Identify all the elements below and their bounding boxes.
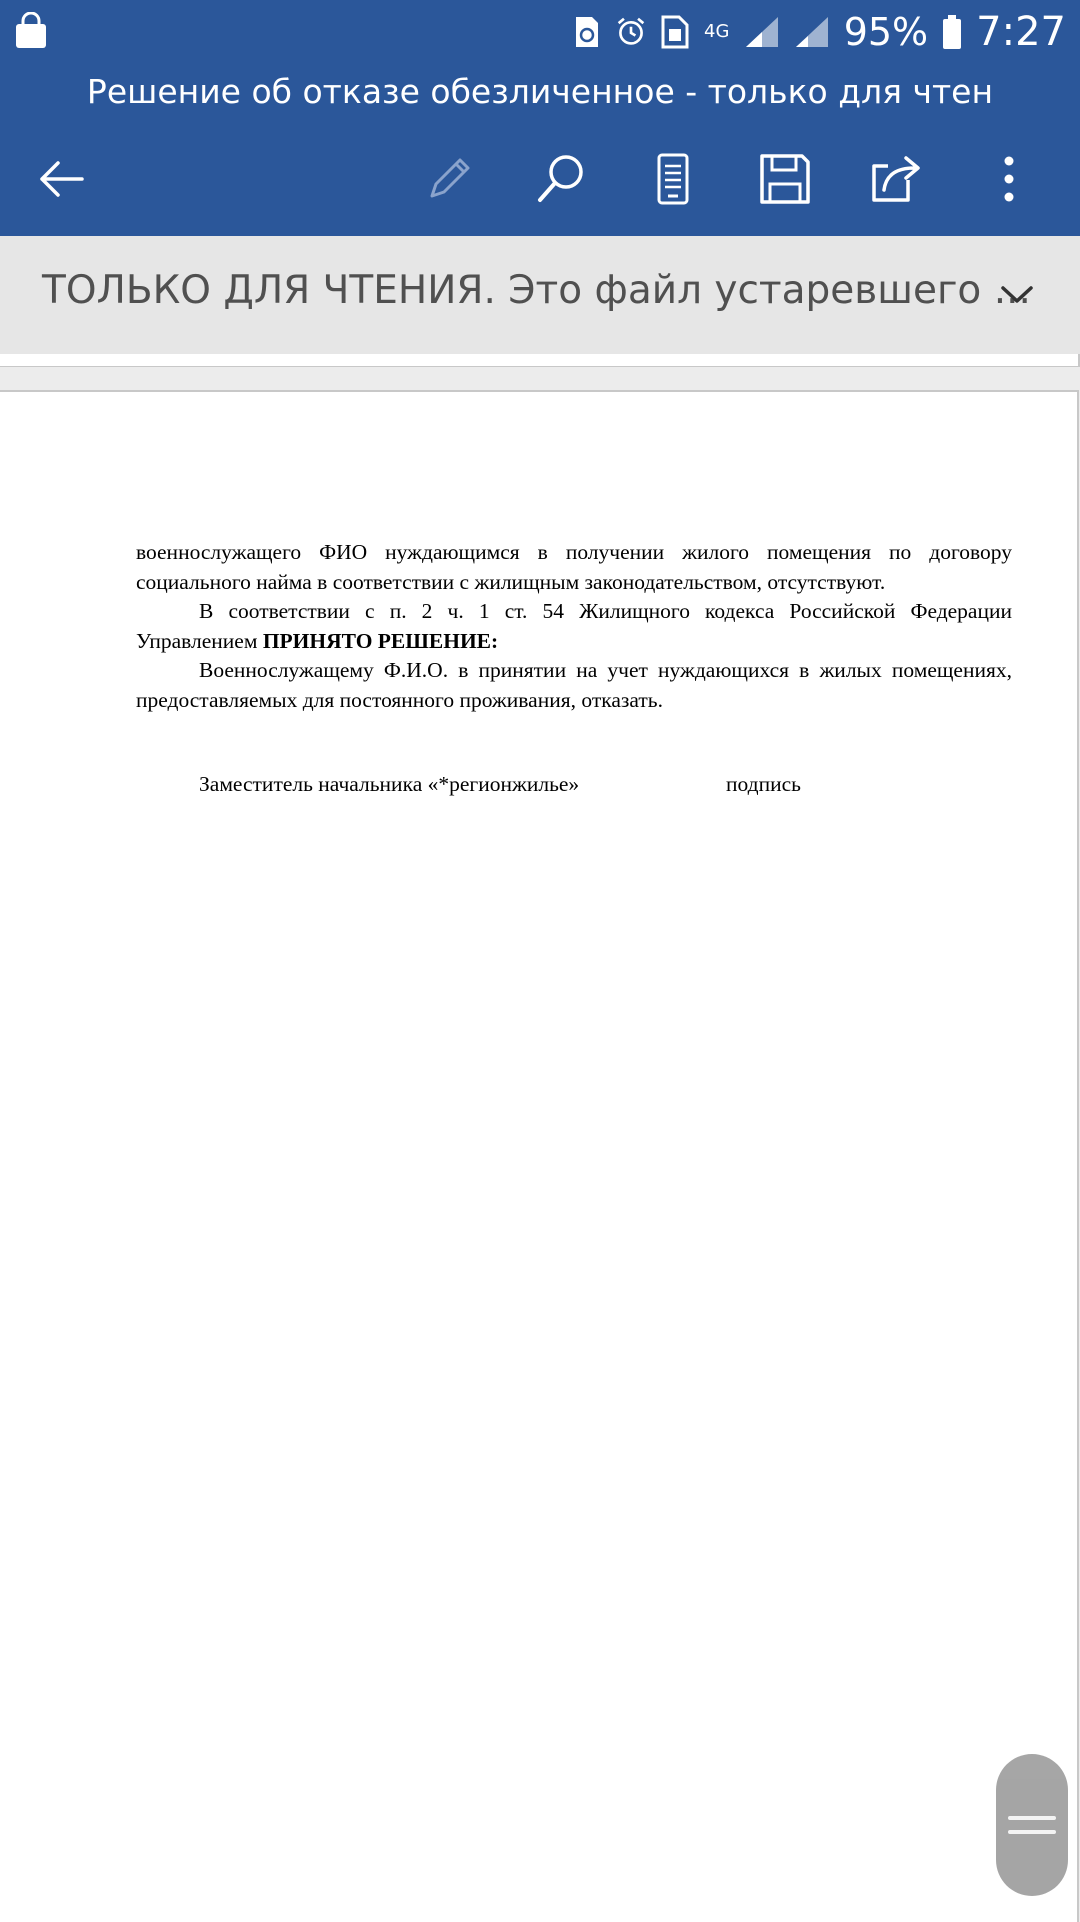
save-button[interactable]: [750, 144, 820, 214]
battery-percent: 95%: [843, 10, 929, 54]
more-icon: [980, 150, 1038, 208]
document-page: [0, 390, 1079, 1922]
chevron-down-icon: [1000, 285, 1034, 305]
search-icon: [532, 150, 590, 208]
document-title-bar: [0, 64, 1080, 120]
status-bar: [0, 0, 1080, 64]
paragraph: [136, 597, 1012, 656]
signature-block: [199, 772, 801, 797]
save-icon: [756, 150, 814, 208]
read-only-message: ТОЛЬКО ДЛЯ ЧТЕНИЯ. Это файл устаревшего ...: [42, 268, 1031, 313]
network-4g-icon: [704, 23, 730, 41]
document-body: [136, 538, 1012, 715]
reading-mode-button[interactable]: [638, 144, 708, 214]
back-icon: [32, 150, 90, 208]
sim-card-icon: [660, 15, 690, 49]
more-options-button[interactable]: [974, 144, 1044, 214]
grip-line: [1008, 1816, 1056, 1820]
read-only-banner[interactable]: [0, 236, 1080, 356]
expand-banner-button[interactable]: [992, 270, 1042, 320]
scroll-handle[interactable]: [996, 1754, 1068, 1896]
edit-icon: [420, 150, 478, 208]
share-button[interactable]: [862, 144, 932, 214]
decision-heading: ПРИНЯТО РЕШЕНИЕ:: [262, 628, 499, 653]
battery-icon: [942, 15, 962, 49]
toolbar: [0, 120, 1080, 236]
previous-page-edge: [0, 354, 1080, 367]
signature-label: подпись: [726, 772, 801, 796]
signal-icon: [794, 15, 830, 49]
document-title: Решение об отказе обезличенное - только для чтен: [86, 72, 994, 111]
sim-recycle-icon: [572, 15, 602, 49]
share-icon: [868, 150, 926, 208]
signature-title: Заместитель начальника «*регионжилье»: [199, 772, 580, 796]
alarm-icon: [616, 15, 646, 49]
grip-line: [1008, 1830, 1056, 1834]
paragraph: Военнослужащему Ф.И.О. в принятии на учет нуждающихся в жилых помещениях, предоставляемых для постоянного проживания, отказать.: [136, 658, 1012, 712]
paragraph: военнослужащего ФИО нуждающимся в получении жилого помещения по договору социального найма в соответствии с жилищным законодательством, отсутствуют.: [136, 540, 1012, 594]
clock: 7:27: [976, 9, 1066, 55]
shopping-bag-icon: [14, 12, 48, 50]
reading-mode-icon: [644, 150, 702, 208]
signal-icon: [744, 15, 780, 49]
edit-button[interactable]: [414, 144, 484, 214]
search-button[interactable]: [526, 144, 596, 214]
back-button[interactable]: [26, 144, 96, 214]
network-label: 4G: [704, 21, 730, 42]
paragraph-text: В соответствии с п. 2 ч. 1 ст. 54 Жилищного кодекса Российской Федерации Управлением: [136, 599, 1012, 653]
status-icons: [572, 8, 1066, 56]
